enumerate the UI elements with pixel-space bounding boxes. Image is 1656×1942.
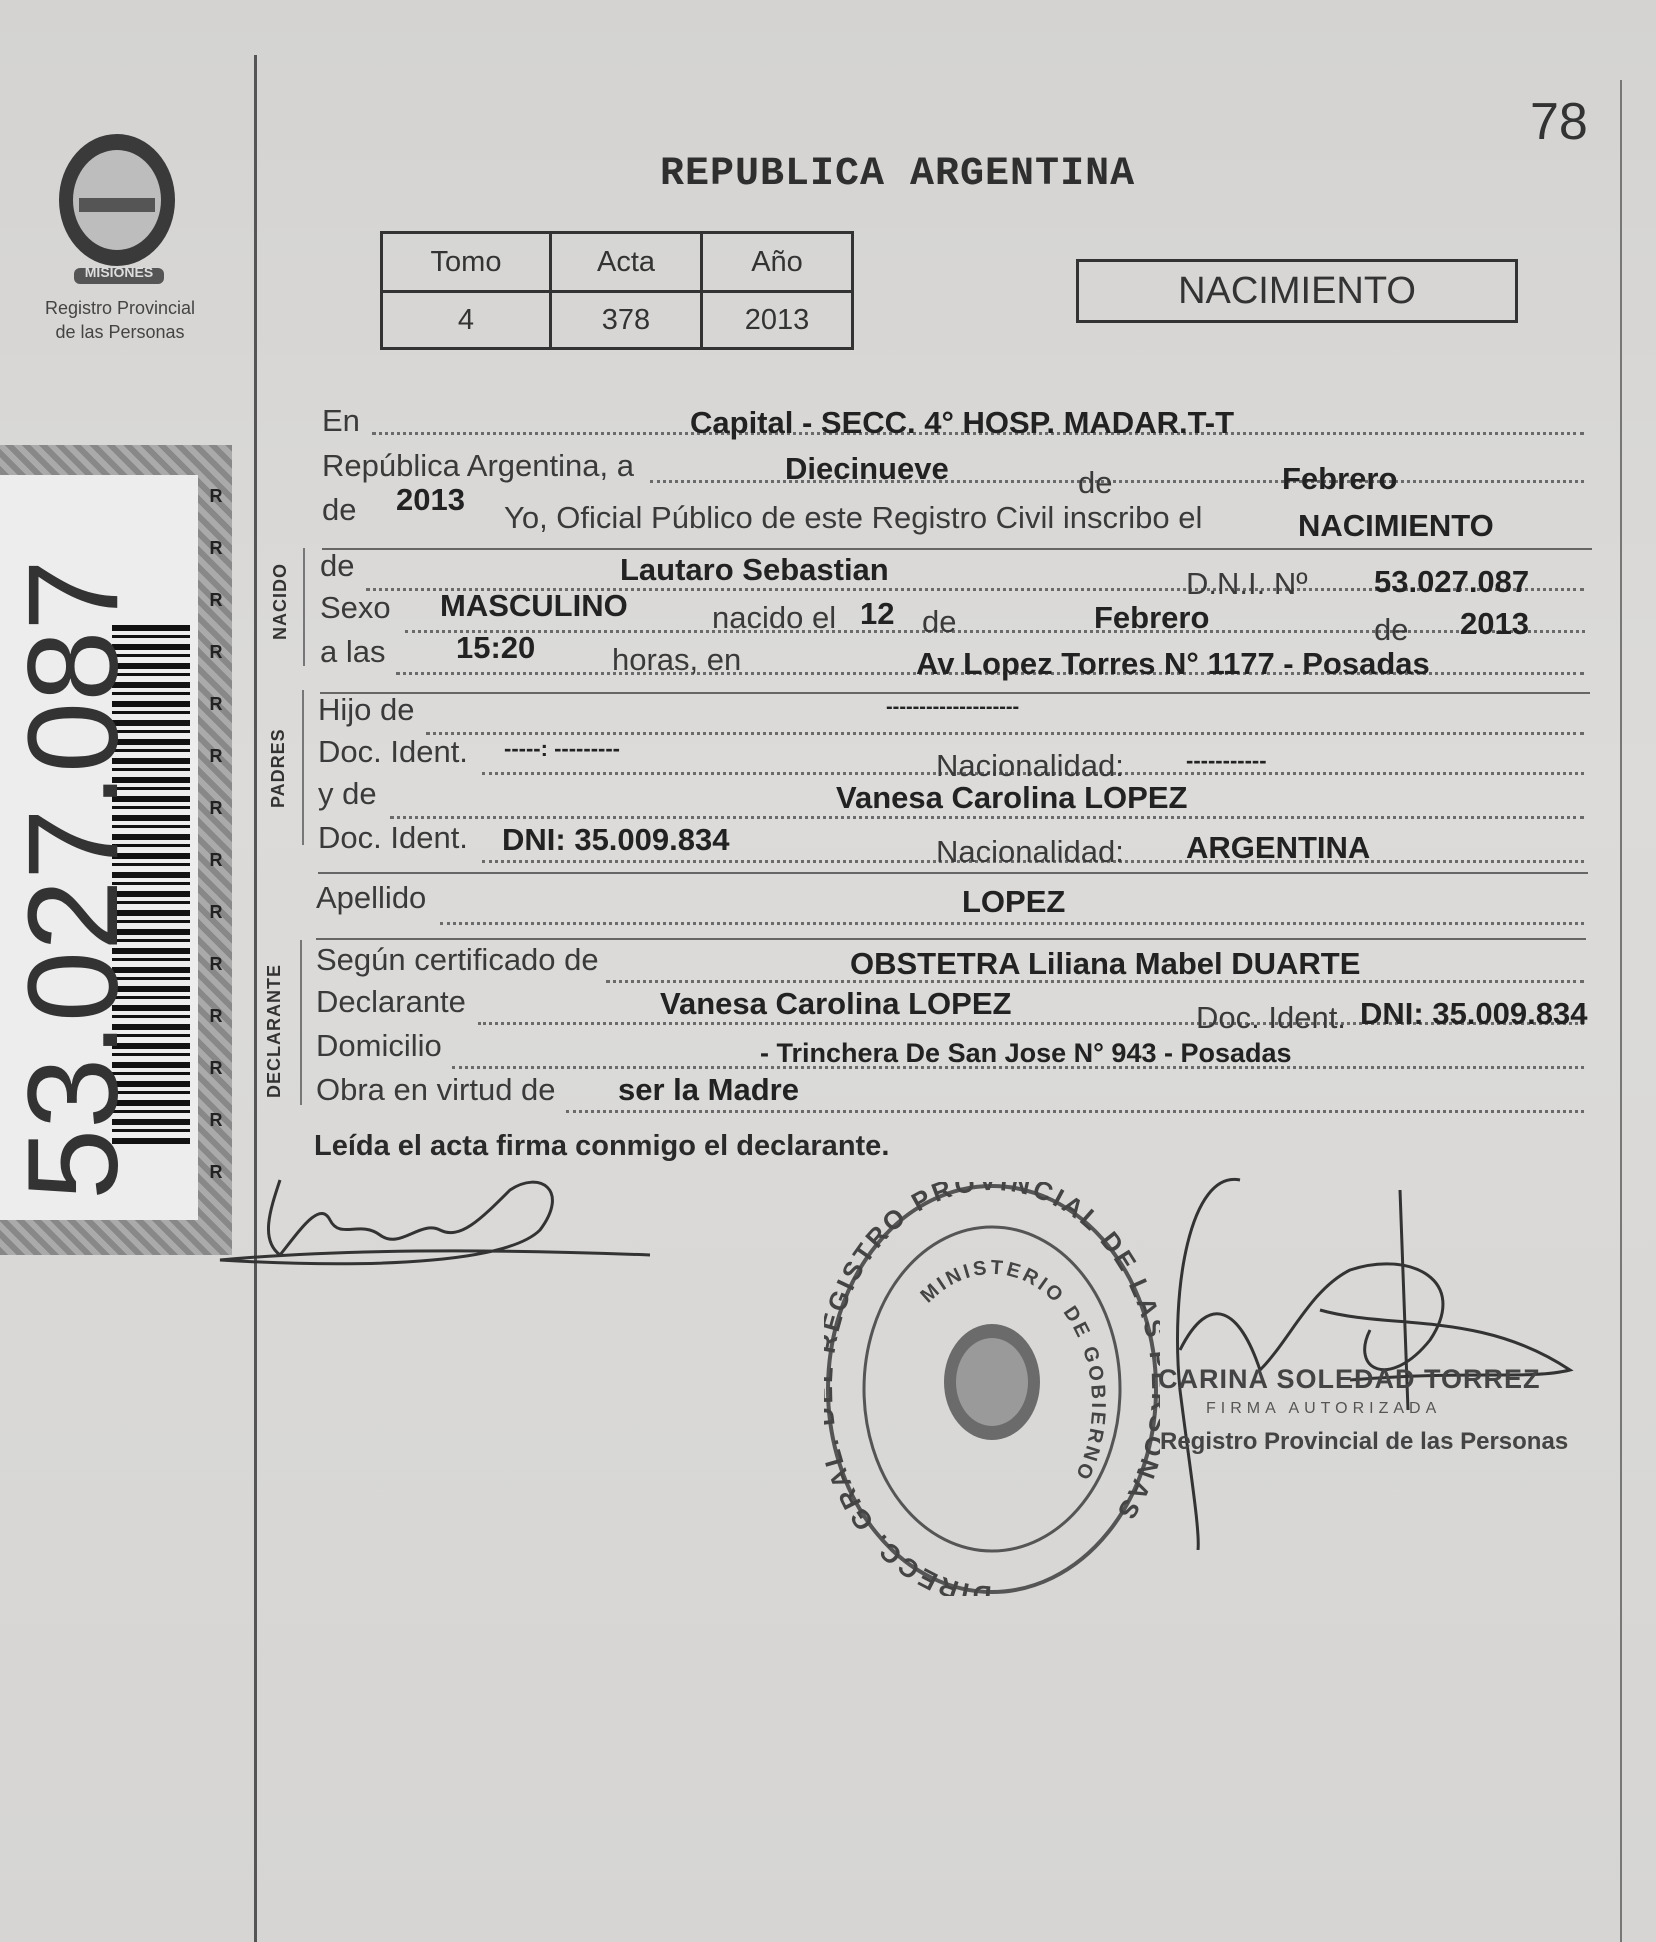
de-label: de bbox=[1078, 465, 1113, 500]
cert-label: Según certificado de bbox=[316, 942, 599, 977]
domicilio-value: - Trinchera De San Jose N° 943 - Posadas bbox=[760, 1038, 1292, 1068]
birth-year: 2013 bbox=[1460, 606, 1529, 641]
table-value-acta: 378 bbox=[551, 292, 702, 349]
father-doc: -----: --------- bbox=[504, 736, 621, 761]
declarant-label: Declarante bbox=[316, 984, 466, 1019]
sexo-value: MASCULINO bbox=[440, 588, 628, 623]
table-value-tomo: 4 bbox=[382, 292, 551, 349]
en-label: En bbox=[322, 403, 360, 438]
rule-born-top bbox=[322, 548, 1592, 550]
province-seal-logo bbox=[44, 118, 194, 288]
seal-text: MISIONES bbox=[84, 264, 154, 280]
dots bbox=[566, 1110, 1584, 1113]
mother-doc-label: Doc. Ident. bbox=[318, 820, 468, 855]
rule-parents-top bbox=[320, 692, 1590, 694]
registration-day: Diecinueve bbox=[785, 451, 949, 486]
dots bbox=[426, 732, 1584, 735]
official-signature bbox=[1150, 1170, 1590, 1550]
domicilio-label: Domicilio bbox=[316, 1028, 442, 1063]
nacido-label: nacido el bbox=[712, 600, 837, 635]
dots bbox=[390, 816, 1584, 819]
section-label-born: NACIDO bbox=[270, 563, 290, 640]
table-header-ano: Año bbox=[702, 233, 853, 292]
page-number: 78 bbox=[1530, 93, 1588, 151]
dni-label: D.N.I. Nº bbox=[1186, 566, 1308, 601]
de-label-2: de bbox=[922, 604, 957, 639]
section-label-declarant: DECLARANTE bbox=[264, 964, 284, 1098]
oficial-text: Yo, Oficial Público de este Registro Civil inscribo el bbox=[504, 500, 1203, 535]
stamp-inner-text: MINISTERIO DE GOBIERNO bbox=[916, 1256, 1110, 1486]
act-type-box: NACIMIENTO bbox=[1076, 259, 1518, 323]
birth-day: 12 bbox=[860, 596, 895, 631]
rule-apellido-top bbox=[318, 872, 1588, 874]
act-word: NACIMIENTO bbox=[1298, 508, 1494, 543]
signatory-name: CARINA SOLEDAD TORREZ bbox=[1158, 1364, 1541, 1394]
a-las-label: a las bbox=[320, 634, 386, 669]
official-stamp bbox=[824, 1182, 1160, 1596]
registration-month: Febrero bbox=[1282, 461, 1398, 496]
logo-caption-line2: de las Personas bbox=[55, 322, 185, 342]
right-edge-line bbox=[1620, 80, 1622, 1942]
table-value-ano: 2013 bbox=[702, 292, 853, 349]
mother-name: Vanesa Carolina LOPEZ bbox=[836, 780, 1188, 815]
declarant-signature bbox=[210, 1160, 660, 1280]
child-dni: 53.027.087 bbox=[1374, 564, 1530, 599]
barcode-number: 53.027.087 bbox=[2, 559, 145, 1200]
dots bbox=[440, 922, 1584, 925]
hijo-label: Hijo de bbox=[318, 692, 415, 727]
margin-line bbox=[254, 55, 257, 1942]
de-child-label: de bbox=[320, 548, 355, 583]
apellido-value: LOPEZ bbox=[962, 884, 1066, 919]
declarant-doc-label: Doc. Ident. bbox=[1196, 1000, 1346, 1035]
rule-declarant-top bbox=[316, 938, 1586, 940]
child-name: Lautaro Sebastian bbox=[620, 552, 889, 587]
signatory-office: Registro Provincial de las Personas bbox=[1160, 1428, 1569, 1455]
apellido-label: Apellido bbox=[316, 880, 427, 915]
father-nat: ----------- bbox=[1186, 748, 1267, 773]
logo-caption-line1: Registro Provincial bbox=[44, 298, 196, 318]
section-divider-parents bbox=[302, 690, 304, 845]
table-header-tomo: Tomo bbox=[382, 233, 551, 292]
cert-value: OBSTETRA Liliana Mabel DUARTE bbox=[850, 946, 1361, 981]
horas-label: horas, en bbox=[612, 642, 742, 677]
registration-year: 2013 bbox=[396, 482, 465, 517]
mother-doc: DNI: 35.009.834 bbox=[502, 822, 730, 857]
obra-label: Obra en virtud de bbox=[316, 1072, 556, 1107]
father-name: -------------------- bbox=[886, 696, 1020, 718]
father-nat-label: Nacionalidad: bbox=[936, 748, 1124, 783]
de-label-3: de bbox=[1374, 612, 1409, 647]
security-strip: R R R R R R R R R R R R R R bbox=[209, 486, 223, 1182]
birth-place: Av Lopez Torres N° 1177 - Posadas bbox=[916, 646, 1430, 681]
republica-label: República Argentina, a bbox=[322, 448, 634, 483]
mother-nat: ARGENTINA bbox=[1186, 830, 1371, 865]
stamp-ring-text: DIRECC. GRA GISTRO PRO NCIAL DE L AS bbox=[824, 1182, 1158, 1596]
registry-table bbox=[380, 231, 854, 350]
table-header-acta: Acta bbox=[551, 233, 702, 292]
section-divider-declarant bbox=[300, 940, 302, 1105]
year-prefix-label: de bbox=[322, 492, 357, 527]
birth-time: 15:20 bbox=[456, 630, 536, 665]
section-label-parents: PADRES bbox=[268, 728, 288, 808]
obra-value: ser la Madre bbox=[618, 1072, 799, 1107]
declarant-doc: DNI: 35.009.834 bbox=[1360, 996, 1588, 1031]
document-title: REPUBLICA ARGENTINA bbox=[660, 152, 1136, 197]
declarant-name: Vanesa Carolina LOPEZ bbox=[660, 986, 1012, 1021]
father-doc-label: Doc. Ident. bbox=[318, 734, 468, 769]
sexo-label: Sexo bbox=[320, 590, 391, 625]
seal-icon bbox=[44, 118, 194, 288]
birth-month: Febrero bbox=[1094, 600, 1210, 635]
y-de-label: y de bbox=[318, 776, 377, 811]
closing-statement: Leída el acta firma conmigo el declarante. bbox=[314, 1130, 890, 1162]
mother-nat-label: Nacionalidad: bbox=[936, 834, 1124, 869]
section-divider-born bbox=[303, 548, 305, 666]
signatory-role: FIRMA AUTORIZADA bbox=[1206, 1400, 1442, 1417]
registration-place: Capital - SECC. 4° HOSP. MADAR.T-T bbox=[690, 405, 1235, 440]
